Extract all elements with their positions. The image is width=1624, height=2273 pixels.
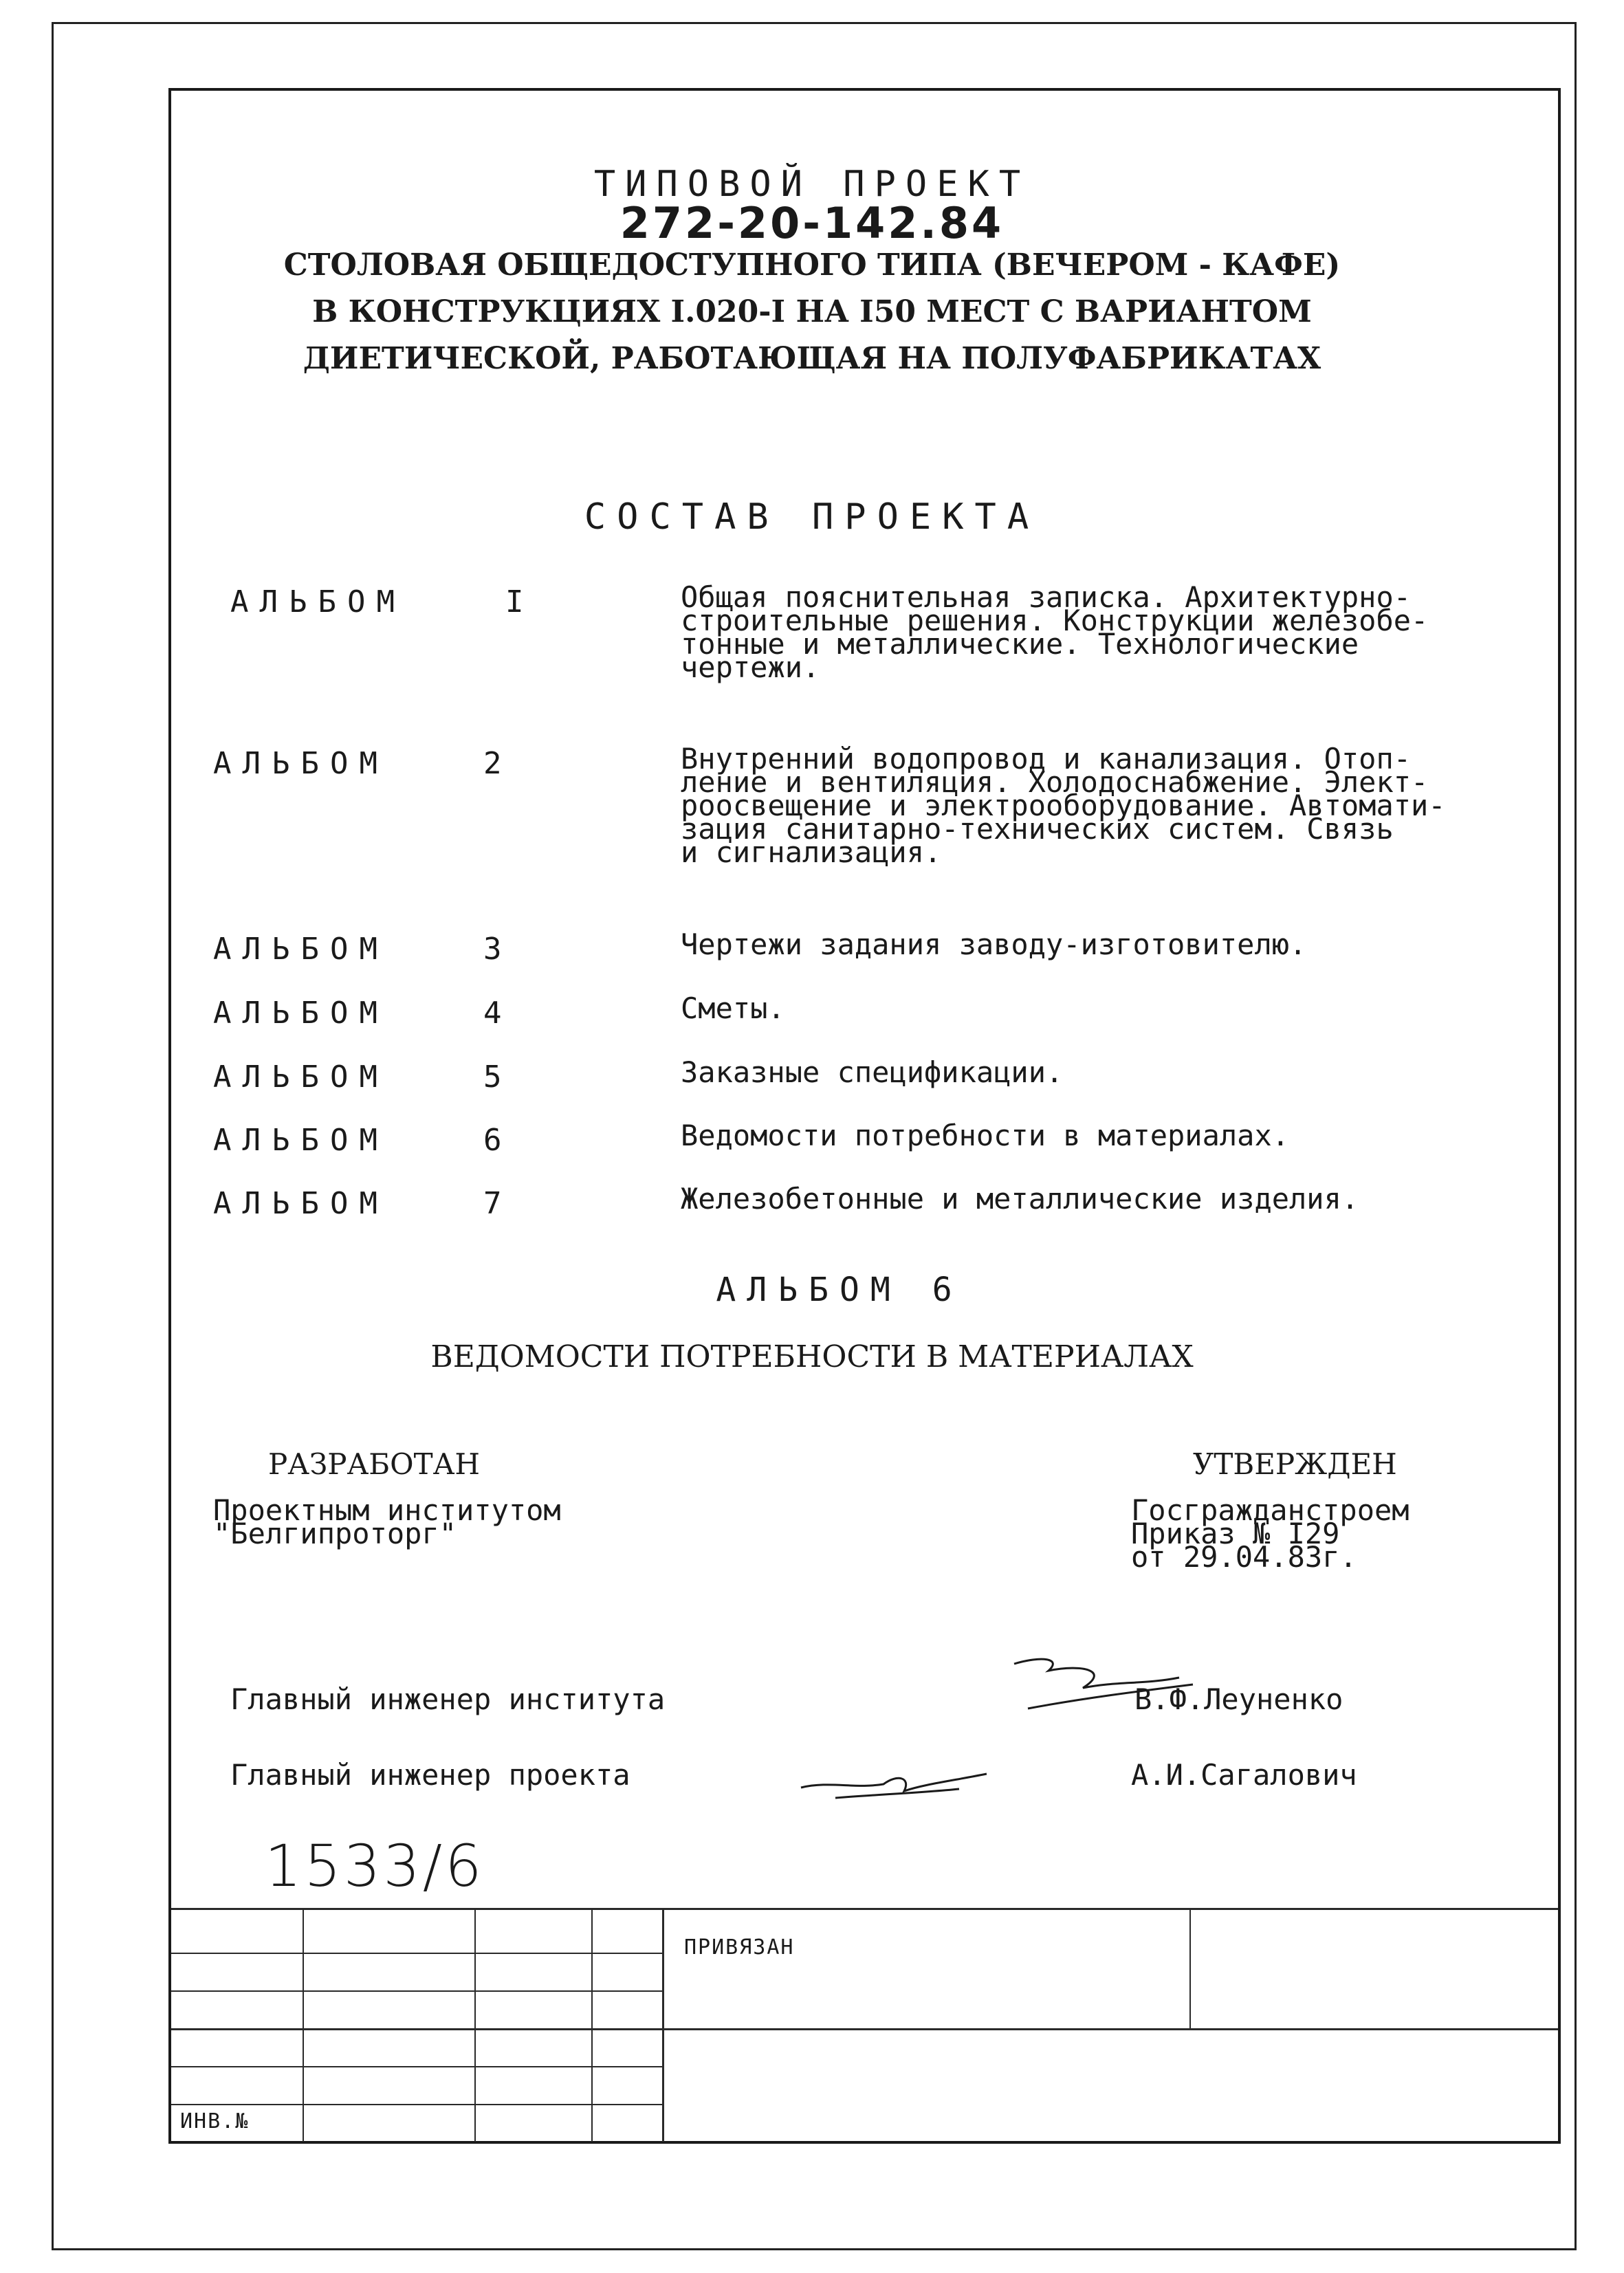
signature-role: Главный инженер института: [230, 1682, 666, 1716]
current-album-title: ВЕДОМОСТИ ПОТРЕБНОСТИ В МАТЕРИАЛАХ: [430, 1339, 1194, 1374]
album-label: АЛЬБОМ: [213, 996, 388, 1031]
approved-label: УТВЕРЖДЕН: [1193, 1447, 1397, 1481]
signature-name: В.Ф.Леуненко: [1134, 1682, 1343, 1716]
handwritten-signature: [794, 1760, 994, 1808]
album-label: АЛЬБОМ: [213, 1186, 388, 1221]
album-number: I: [505, 584, 524, 619]
signature-role: Главный инженер проекта: [230, 1758, 630, 1792]
album-description: Сметы.: [681, 991, 785, 1025]
album-number: 4: [483, 996, 502, 1031]
current-album-heading: АЛЬБОМ 6: [716, 1271, 963, 1309]
album-description: Внутренний водопровод и канализация. Отоп- ление и вентиляция. Холодоснабжение. Элект- роосвещение и электрооборудование. Автомати- зация санитарно-технических систем. Связь и сигнализация.: [681, 742, 1446, 869]
project-title-line-1: СТОЛОВАЯ ОБЩЕДОСТУПНОГО ТИПА (ВЕЧЕРОМ - КАФЕ): [283, 248, 1341, 283]
composition-heading: СОСТАВ ПРОЕКТА: [584, 496, 1040, 538]
album-number: 2: [483, 746, 502, 781]
project-title-line-2: В КОНСТРУКЦИЯХ I.020-I НА I50 МЕСТ С ВАРИАНТОМ: [312, 294, 1312, 329]
approved-by: Госгражданстроем Приказ № I29 от 29.04.83г.: [1131, 1493, 1409, 1574]
album-description: Чертежи задания заводу-изготовителю.: [681, 927, 1307, 961]
album-number: 3: [483, 932, 502, 967]
album-label: АЛЬБОМ: [230, 584, 406, 619]
album-description: Заказные спецификации.: [681, 1055, 1064, 1089]
crop-mark-top: [52, 22, 1577, 24]
album-number: 5: [483, 1059, 502, 1095]
album-number: 7: [483, 1186, 502, 1221]
album-description: Железобетонные и металлические изделия.: [681, 1182, 1359, 1216]
stamp-privyazan: ПРИВЯЗАН: [684, 1935, 795, 1959]
album-description: Общая пояснительная записка. Архитектурно- строительные решения. Конструкции железобе- тонные и металлические. Технологические чертежи.: [681, 580, 1429, 684]
developed-label: РАЗРАБОТАН: [268, 1447, 481, 1481]
album-label: АЛЬБОМ: [213, 1123, 388, 1158]
album-label: АЛЬБОМ: [213, 746, 388, 781]
stamp-inventory-number: ИНВ.№: [180, 2109, 250, 2133]
album-label: АЛЬБОМ: [213, 1059, 388, 1095]
crop-mark-bottom: [52, 2248, 1577, 2250]
album-description: Ведомости потребности в материалах.: [681, 1119, 1290, 1152]
album-number: 6: [483, 1123, 502, 1158]
archive-number: 1533/6: [265, 1832, 485, 1900]
album-label: АЛЬБОМ: [213, 932, 388, 967]
project-title-line-3: ДИЕТИЧЕСКОЙ, РАБОТАЮЩАЯ НА ПОЛУФАБРИКАТАХ: [303, 341, 1321, 376]
project-type-heading: ТИПОВОЙ ПРОЕКТ: [593, 164, 1031, 205]
project-number: 272-20-142.84: [619, 198, 1005, 248]
signature-name: А.И.Сагалович: [1131, 1758, 1357, 1792]
developed-by: Проектным институтом "Белгипроторг": [213, 1493, 561, 1550]
